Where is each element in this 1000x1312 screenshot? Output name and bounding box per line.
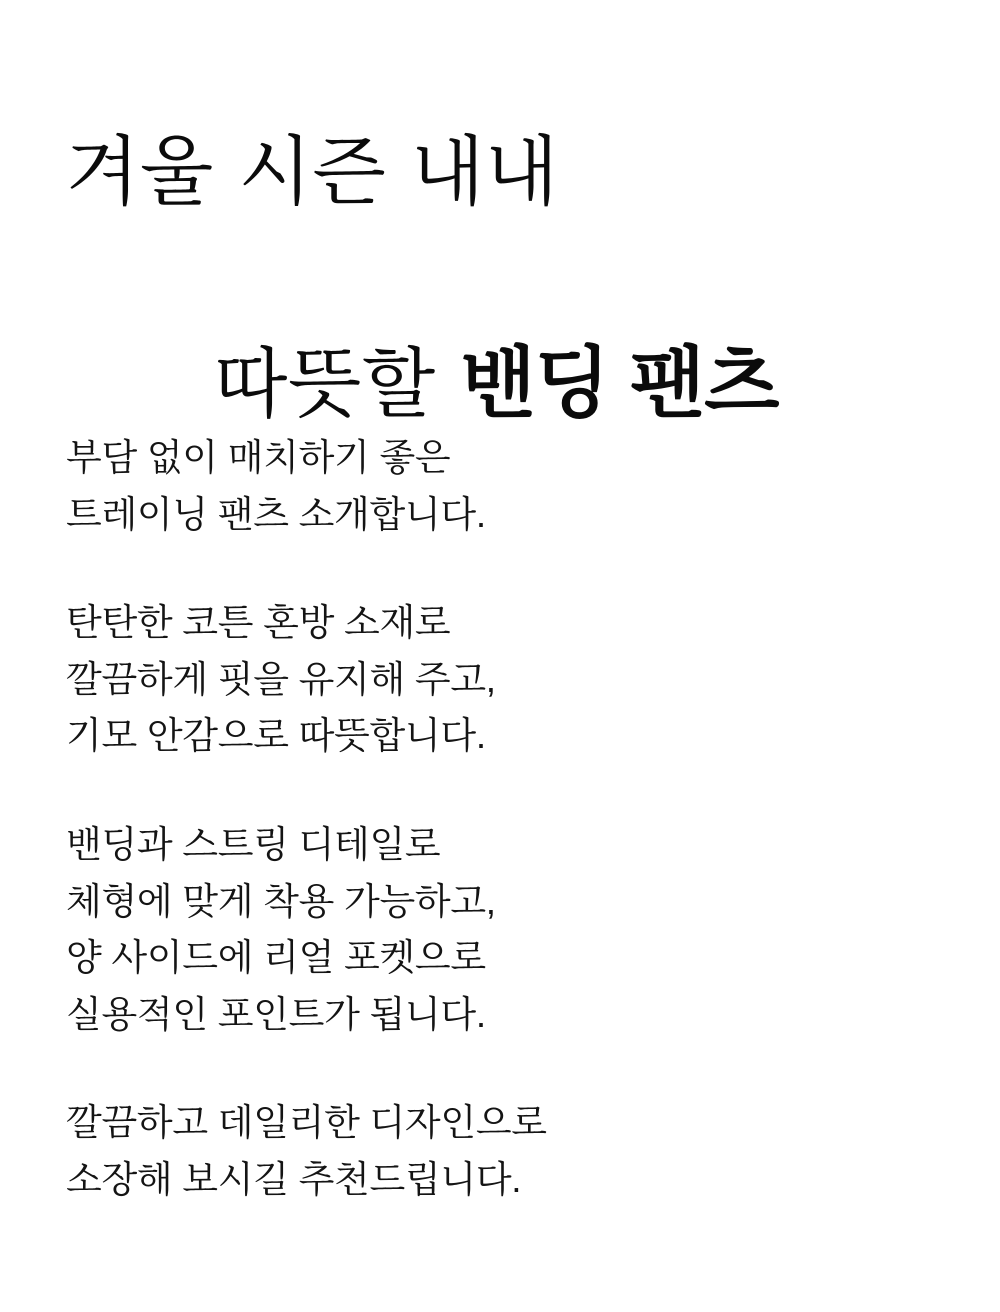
headline-line-2-prefix: 따뜻할 — [213, 338, 461, 428]
paragraph-line: 소장해 보시길 추천드립니다. — [66, 1159, 522, 1201]
paragraph-line: 실용적인 포인트가 됩니다. — [66, 993, 486, 1035]
paragraph-1 — [66, 430, 946, 543]
paragraph-line: 밴딩과 스트링 디테일로 — [66, 824, 441, 866]
paragraph-line: 탄탄한 코튼 혼방 소재로 — [66, 602, 451, 644]
paragraph-line: 깔끔하고 데일리한 디자인으로 — [66, 1102, 547, 1144]
headline-line-1: 겨울 시즌 내내 — [66, 127, 559, 216]
body-copy — [66, 430, 946, 1209]
paragraph-line: 기모 안감으로 따뜻합니다. — [66, 715, 486, 757]
paragraph-line: 체형에 맞게 착용 가능하고, — [66, 880, 496, 922]
paragraph-line: 깔끔하게 핏을 유지해 주고, — [66, 658, 496, 700]
paragraph-line: 트레이닝 팬츠 소개합니다. — [66, 493, 486, 535]
paragraph-2 — [66, 595, 946, 765]
paragraph-line: 부담 없이 매치하기 좋은 — [66, 437, 451, 478]
paragraph-4 — [66, 1095, 946, 1208]
paragraph-3 — [66, 817, 946, 1043]
headline-line-2-emphasis: 밴딩 팬츠 — [460, 338, 779, 427]
paragraph-line: 양 사이드에 리얼 포켓으로 — [66, 937, 486, 979]
